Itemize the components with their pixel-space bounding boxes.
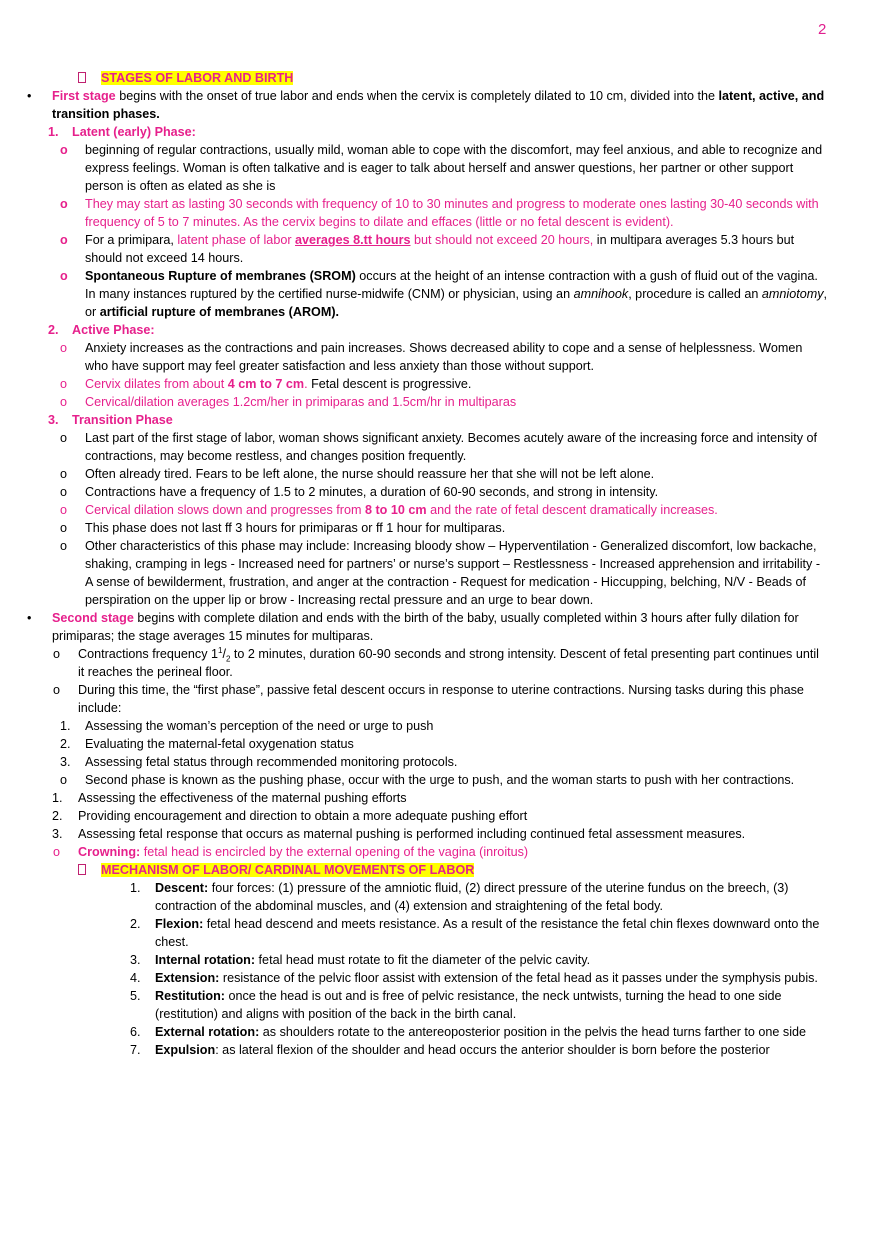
document-body xyxy=(0,69,880,1059)
circle-bullet-icon: o xyxy=(60,233,68,247)
list-item: 2. Providing encouragement and direction to obtain a more adequate pushing effort xyxy=(52,809,528,823)
circle-bullet-icon: o xyxy=(60,503,68,517)
circle-bullet-icon: o xyxy=(60,269,68,283)
active-phase-heading: 2. Active Phase: xyxy=(48,323,155,337)
bullet-icon: • xyxy=(27,89,32,103)
circle-bullet-icon: o xyxy=(53,845,61,859)
mechanism-item: 7. Expulsion: as lateral flexion of the shoulder and head occurs the anterior shoulder is born before the posterior xyxy=(130,1043,770,1057)
bullet-icon: • xyxy=(27,611,32,625)
crowning-item: o Crowning: fetal head is encircled by the external opening of the vagina (inroitus) xyxy=(53,845,529,859)
list-item: 1. Assessing the effectiveness of the maternal pushing efforts xyxy=(52,791,407,805)
square-bullet-icon xyxy=(78,864,86,875)
circle-bullet-icon: o xyxy=(60,431,68,445)
circle-bullet-icon: o xyxy=(60,341,68,355)
circle-bullet-icon: o xyxy=(60,377,68,391)
list-item: o Often already tired. Fears to be left alone, the nurse should reassure her that she will not be left alone. xyxy=(60,467,655,481)
latent-phase-heading: 1. Latent (early) Phase: xyxy=(48,125,196,139)
list-item: o Anxiety increases as the contractions and pain increases. Shows decreased ability to cope and a sense of helplessness. Women who have support may feel greater satisfaction and less anxiety than those without support. xyxy=(60,341,803,373)
list-item: 2. Evaluating the maternal-fetal oxygenation status xyxy=(60,737,354,751)
circle-bullet-icon: o xyxy=(53,683,61,697)
mechanism-item: 6. External rotation: as shoulders rotate to the antereoposterior position in the pelvis the head turns farther to one side xyxy=(130,1025,807,1039)
list-item: 1. Assessing the woman’s perception of the need or urge to push xyxy=(60,719,434,733)
second-stage-paragraph: • Second stage begins with complete dilation and ends with the birth of the baby, usually completed within 3 hours after fully dilation for primiparas; the stage averages 15 minutes for multiparas. xyxy=(27,611,799,643)
mechanism-item: 5. Restitution: once the head is out and is free of pelvic resistance, the neck untwists, turning the head to one side (restitution) and aligns with position of the back in the birth canal. xyxy=(130,989,782,1021)
circle-bullet-icon: o xyxy=(60,197,68,211)
circle-bullet-icon: o xyxy=(60,395,68,409)
transition-phase-heading: 3. Transition Phase xyxy=(48,413,173,427)
list-item: o For a primipara, latent phase of labor averages 8.tt hours but should not exceed 20 hours, in multipara averages 5.3 hours but should not exceed 14 hours. xyxy=(60,233,795,265)
list-item: o Spontaneous Rupture of membranes (SROM) occurs at the height of an intense contraction with a gush of fluid out of the vagina. In many instances ruptured by the certified nurse-midwife (CNM) or physician, using an amnihook, procedure is called an amniotomy, or artificial rupture of membranes (AROM). xyxy=(60,269,827,319)
list-item: 3. Assessing fetal status through recommended monitoring protocols. xyxy=(60,755,458,769)
circle-bullet-icon: o xyxy=(60,539,68,553)
mechanism-item: 1. Descent: four forces: (1) pressure of the amniotic fluid, (2) direct pressure of the uterine fundus on the breech, (3) contraction of the abdominal muscles, and (4) extension and straightening of the fetal body. xyxy=(130,881,789,913)
circle-bullet-icon: o xyxy=(60,521,68,535)
list-item: o Other characteristics of this phase may include: Increasing bloody show – Hyperventilation - Generalized discomfort, low backache, shaking, cramping in legs - Increased need for partners’ or nurse’s support – Restlessness - Increased apprehension and irritability - A sense of bewilderment, frustration, and anger at the contraction - Request for medication - Hiccupping, belching, N/V - Beads of perspiration on the upper lip or brow - Increasing rectal pressure and an urge to bear down. xyxy=(60,539,821,607)
page-number: 2 xyxy=(818,21,827,38)
circle-bullet-icon: o xyxy=(60,467,68,481)
list-item: o beginning of regular contractions, usually mild, woman able to cope with the discomfort, may feel anxious, and able to recognize and express feelings. Woman is often talkative and is eager to talk about herself and answer questions, her partner or other support person is often as elated as she is xyxy=(60,143,823,193)
list-item: o Cervical dilation slows down and progresses from 8 to 10 cm and the rate of fetal descent dramatically increases. xyxy=(60,503,718,517)
first-stage-paragraph: • First stage begins with the onset of true labor and ends when the cervix is completely dilated to 10 cm, divided into the latent, active, and transition phases. xyxy=(27,89,825,121)
list-item: o Contractions have a frequency of 1.5 to 2 minutes, a duration of 60-90 seconds, and strong in intensity. xyxy=(60,485,659,499)
circle-bullet-icon: o xyxy=(60,143,68,157)
mechanism-item: 2. Flexion: fetal head descend and meets resistance. As a result of the resistance the fetal chin flexes downward onto the chest. xyxy=(130,917,820,949)
section-heading-stages: STAGES OF LABOR AND BIRTH xyxy=(78,69,880,87)
circle-bullet-icon: o xyxy=(53,647,61,661)
list-item: 3. Assessing fetal response that occurs as maternal pushing is performed including continued fetal assessment measures. xyxy=(52,827,746,841)
mechanism-item: 3. Internal rotation: fetal head must rotate to fit the diameter of the pelvic cavity. xyxy=(130,953,591,967)
list-item: o Cervix dilates from about 4 cm to 7 cm. Fetal descent is progressive. xyxy=(60,377,472,391)
mechanism-item: 4. Extension: resistance of the pelvic floor assist with extension of the fetal head as it passes under the symphysis pubis. xyxy=(130,971,818,985)
list-item: o Last part of the first stage of labor, woman shows significant anxiety. Becomes acutely aware of the increasing force and intensity of contractions, may become restless, and changes position frequently. xyxy=(60,431,817,463)
list-item: o This phase does not last ff 3 hours for primiparas or ff 1 hour for multiparas. xyxy=(60,521,506,535)
section-heading-mechanism: MECHANISM OF LABOR/ CARDINAL MOVEMENTS OF LABOR xyxy=(78,861,880,879)
square-bullet-icon xyxy=(78,72,86,83)
list-item: o Contractions frequency $1^1/_2$ to 2 minutes, duration 60-90 seconds and strong intensity. Descent of fetal presenting part continues until it reaches the perineal floor. xyxy=(53,645,819,679)
list-item: o During this time, the “first phase”, passive fetal descent occurs in response to uterine contractions. Nursing tasks during this phase include: xyxy=(53,683,804,715)
circle-bullet-icon: o xyxy=(60,485,68,499)
list-item: o They may start as lasting 30 seconds with frequency of 10 to 30 minutes and progress to moderate ones lasting 30-40 seconds with frequency of 5 to 7 minutes. As the cervix begins to dilate and effaces (little or no fetal descent is evident). xyxy=(60,197,819,229)
circle-bullet-icon: o xyxy=(60,773,68,787)
list-item: o Cervical/dilation averages 1.2cm/her in primiparas and 1.5cm/hr in multiparas xyxy=(60,395,517,409)
list-item: o Second phase is known as the pushing phase, occur with the urge to push, and the woman starts to push with her contractions. xyxy=(60,773,795,787)
